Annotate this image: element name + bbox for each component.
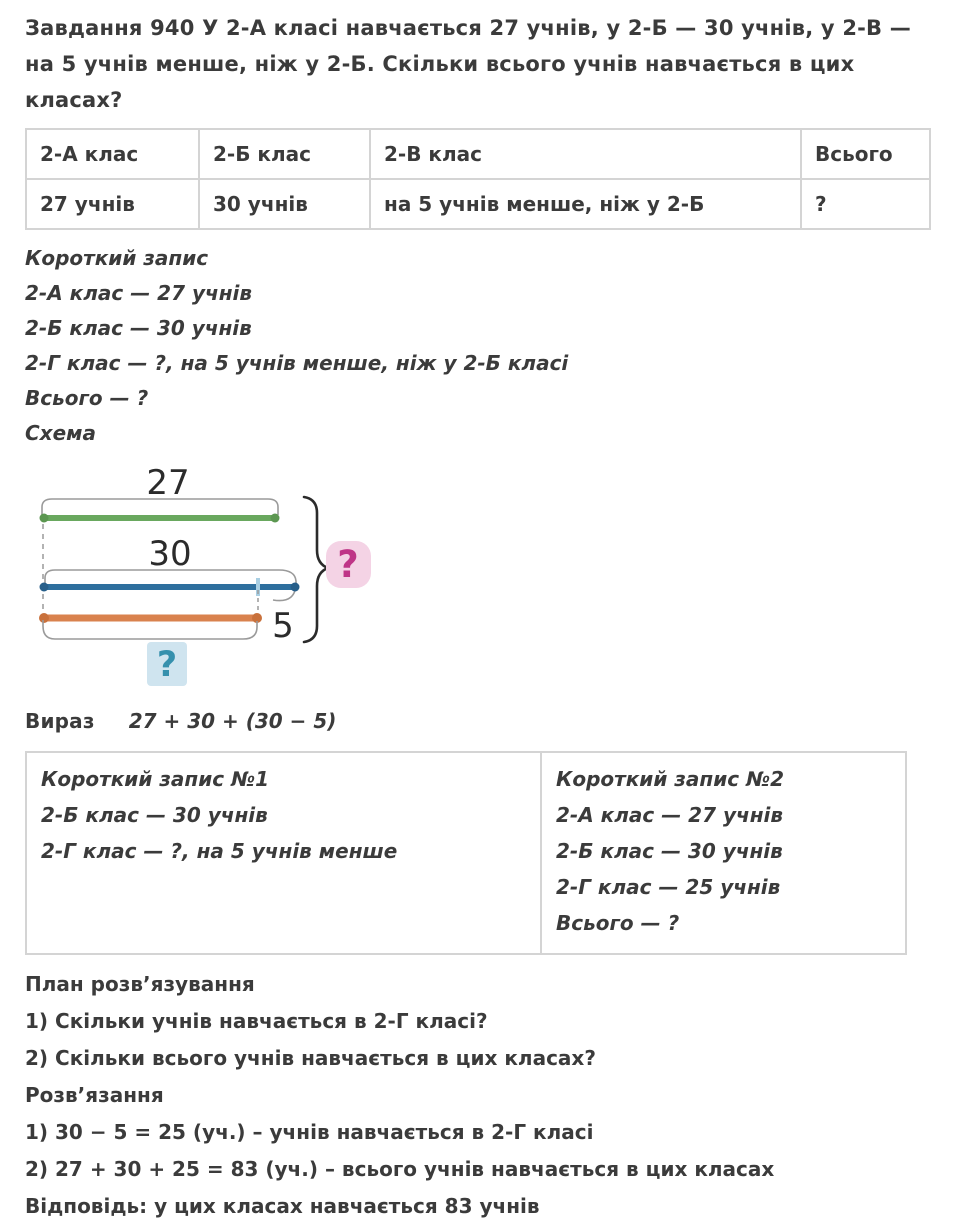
table-header-row xyxy=(26,129,930,179)
bar-27-left-dot xyxy=(40,514,49,523)
schema-diagram xyxy=(25,454,937,702)
solution-step: 2) 27 + 30 + 25 = 83 (уч.) – всього учнів навчається в цих класах xyxy=(25,1157,775,1181)
bar-30-left-dot xyxy=(40,583,49,592)
expression-label: Вираз xyxy=(25,709,95,733)
short-note-line: Всього — ? xyxy=(25,386,149,410)
plan-item: 1) Скільки учнів навчається в 2-Г класі? xyxy=(25,1009,488,1033)
expression-value: 27 + 30 + (30 − 5) xyxy=(128,709,337,733)
answer-line: Відповідь: у цих класах навчається 83 учнів xyxy=(25,1194,540,1218)
bar-unknown-left-dot xyxy=(39,613,49,623)
label-5: 5 xyxy=(272,606,294,646)
cell-2v-value: на 5 учнів менше, ніж у 2-Б xyxy=(370,179,801,229)
short-note-1-line: 2-Г клас — ?, на 5 учнів менше xyxy=(41,839,398,863)
schema-heading: Схема xyxy=(25,421,96,445)
short-note-line: 2-Б клас — 30 учнів xyxy=(25,316,252,340)
total-brace xyxy=(304,497,328,642)
header-cell-total: Всього xyxy=(801,129,930,179)
task-title: Завдання 940 У 2-А класі навчається 27 учнів, у 2-Б — 30 учнів, у 2-В — на 5 учнів менше, ніж у 2-Б. Скільки всього учнів навчається в цих класах? xyxy=(25,16,911,112)
total-question-mark: ? xyxy=(337,543,359,586)
solution-step: 1) 30 − 5 = 25 (уч.) – учнів навчається в 2-Г класі xyxy=(25,1120,594,1144)
bracket-unknown xyxy=(43,620,257,639)
classes-table xyxy=(25,128,931,230)
short-note-1-heading: Короткий запис №1 xyxy=(41,767,270,791)
short-note-line: 2-А клас — 27 учнів xyxy=(25,281,253,305)
plan-item: 2) Скільки всього учнів навчається в цих класах? xyxy=(25,1046,596,1070)
short-note-1-line: 2-Б клас — 30 учнів xyxy=(41,803,268,827)
plan-solution-section xyxy=(25,966,937,1225)
cell-2b-value: 30 учнів xyxy=(199,179,370,229)
solution-heading: Розв’язання xyxy=(25,1083,164,1107)
short-note-section xyxy=(25,241,937,451)
short-note-2-line: Всього — ? xyxy=(556,911,680,935)
short-note-heading: Короткий запис xyxy=(25,246,209,270)
cell-total-value: ? xyxy=(801,179,930,229)
cell-2a-value: 27 учнів xyxy=(26,179,199,229)
header-cell-2b: 2-Б клас xyxy=(199,129,370,179)
header-cell-2v: 2-В клас xyxy=(370,129,801,179)
plan-heading: План розв’язування xyxy=(25,972,255,996)
short-note-line: 2-Г клас — ?, на 5 учнів менше, ніж у 2-Б класі xyxy=(25,351,569,375)
part-question-mark: ? xyxy=(156,645,178,685)
table-data-row xyxy=(26,179,930,229)
short-note-2-line: 2-Г клас — 25 учнів xyxy=(556,875,781,899)
label-30: 30 xyxy=(148,534,192,574)
short-note-1-cell xyxy=(26,752,541,954)
short-note-2-line: 2-А клас — 27 учнів xyxy=(556,803,784,827)
short-note-2-line: 2-Б клас — 30 учнів xyxy=(556,839,783,863)
expression-row xyxy=(25,704,937,739)
header-cell-2a: 2-А клас xyxy=(26,129,199,179)
schema-svg xyxy=(25,454,425,699)
label-27: 27 xyxy=(146,463,190,503)
bar-27-right-dot xyxy=(271,514,280,523)
short-notes-table xyxy=(25,751,907,955)
bar-30-right-dot xyxy=(291,583,300,592)
short-note-2-cell xyxy=(541,752,906,954)
short-note-2-heading: Короткий запис №2 xyxy=(556,767,785,791)
